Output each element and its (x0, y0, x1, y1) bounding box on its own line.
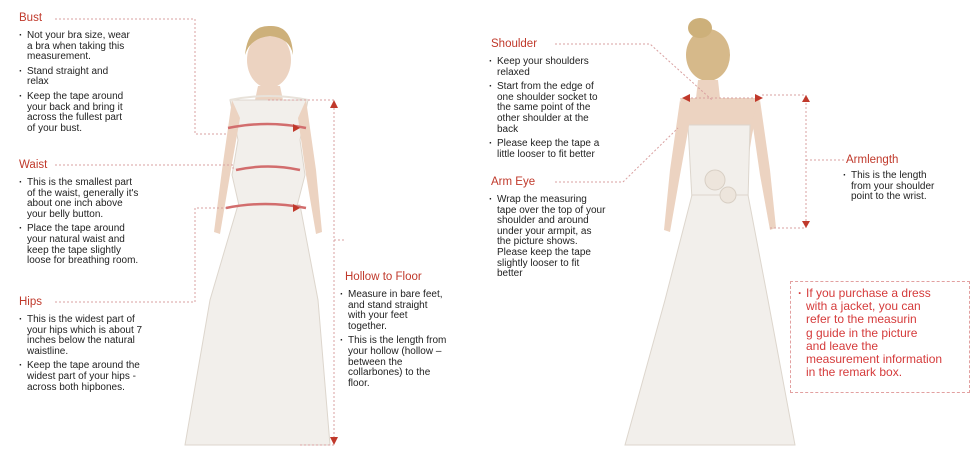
front-model-figure (185, 26, 330, 445)
armlength-instructions (843, 171, 973, 207)
bust-point-1: · Not your bra size, wear a bra when taking this measurement. (27, 30, 130, 63)
hips-point-2: · Keep the tape around the widest part of your hips - across both hipbones. (27, 360, 140, 393)
jacket-note-box (790, 281, 970, 393)
waist-instructions (19, 178, 189, 271)
hollow-to-floor-heading: Hollow to Floor (345, 271, 422, 283)
waist-point-2: · Place the tape around your natural waist and keep the tape slightly loose for breathing room. (27, 223, 139, 267)
shoulder-point-3: · Please keep the tape a little looser to fit better (497, 138, 600, 160)
shoulder-point-1: · Keep your shoulders relaxed (497, 56, 589, 78)
hips-heading: Hips (19, 296, 43, 308)
bust-instructions (19, 31, 189, 138)
hips-point-1: · This is the widest part of your hips which is about 7 inches below the natural waistline. (27, 314, 143, 357)
bust-point-3: · Keep the tape around your back and bring it across the fullest part of your bust. (27, 90, 124, 134)
arm-eye-instructions (489, 195, 639, 284)
arm-eye-point-1: · Wrap the measuring tape over the top of your shoulder and around under your armpit, as the picture shows. Please keep the tape slightly looser to fit better (497, 194, 606, 280)
waist-point-1: · This is the smallest part of the waist, generally it's about one inch above your belly button. (27, 177, 139, 220)
shoulder-point-2: · Start from the edge of one shoulder socket to the same point of the other shoulder at the back (497, 81, 598, 135)
bust-heading: Bust (19, 12, 43, 24)
shoulder-instructions (489, 57, 639, 164)
waist-heading: Waist (19, 159, 48, 171)
back-model-figure (625, 18, 795, 445)
jacket-note-text: · If you purchase a dress with a jacket, you can refer to the measurin g guide in the picture and leave the measurement information in the remark box. (806, 286, 943, 380)
arm-eye-heading: Arm Eye (491, 176, 536, 188)
hips-instructions (19, 315, 189, 397)
armlength-heading: Armlength (846, 154, 899, 166)
hollow-point-2: · This is the length from your hollow (hollow – between the collarbones) to the floor. (348, 335, 447, 389)
hollow-to-floor-instructions (340, 290, 480, 393)
bust-point-2: · Stand straight and relax (27, 65, 109, 88)
hollow-point-1: · Measure in bare feet, and stand straight with your feet together. (348, 289, 443, 332)
shoulder-heading: Shoulder (491, 38, 538, 50)
armlength-point-1: · This is the length from your shoulder point to the wrist. (851, 170, 935, 203)
